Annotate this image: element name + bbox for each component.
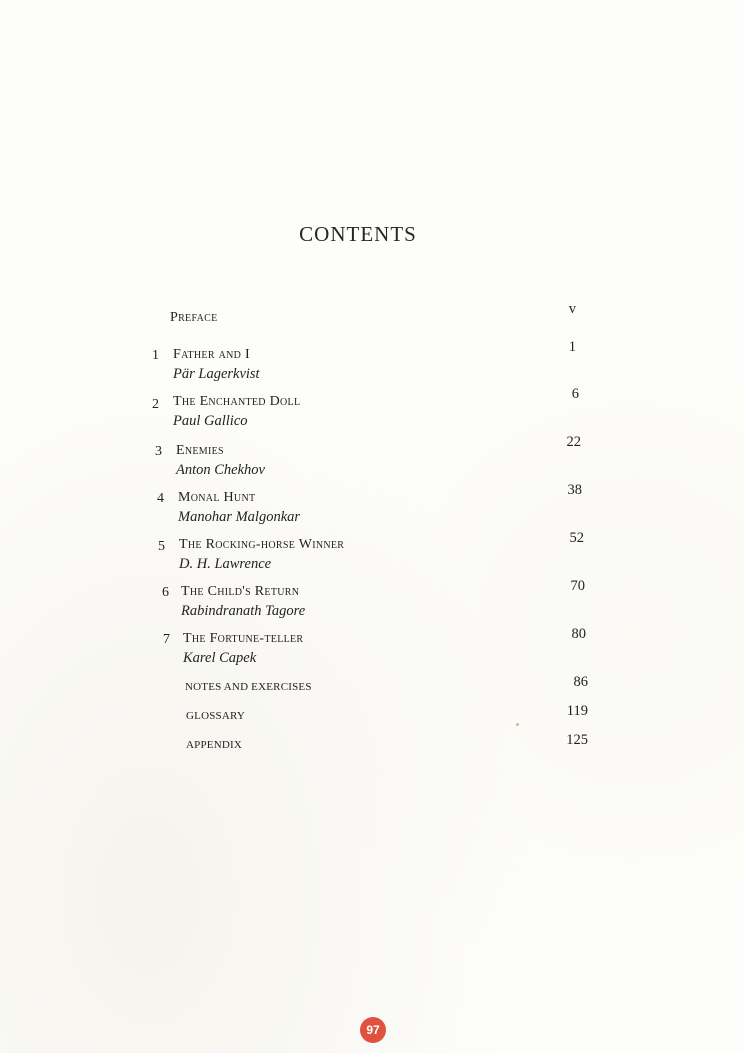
entry-5-title: The Rocking-horse Winner — [179, 537, 345, 552]
appendix-page-number: 125 — [566, 732, 588, 748]
appendix-label: APPENDIX — [186, 739, 242, 751]
entry-6-page-number: 70 — [570, 578, 585, 594]
entry-4-page-number: 38 — [567, 482, 582, 498]
entry-4-author: Manohar Malgonkar — [178, 509, 301, 525]
entry-5-number: 5 — [158, 539, 165, 554]
notes-and-exercises-page-number: 86 — [573, 674, 588, 690]
entry-1-number: 1 — [152, 348, 159, 363]
notes-and-exercises-label: NOTES AND EXERCISES — [185, 681, 312, 693]
entry-6-title: The Child's Return — [181, 584, 300, 599]
entry-5-page-number: 52 — [569, 530, 584, 546]
entry-4-number: 4 — [157, 491, 164, 506]
entry-2-number: 2 — [152, 397, 159, 412]
entry-3-number: 3 — [155, 444, 162, 459]
entry-7-page-number: 80 — [571, 626, 586, 642]
entry-1-title: Father and I — [173, 347, 250, 362]
entry-7-author: Karel Capek — [183, 650, 257, 666]
entry-6-number: 6 — [162, 585, 169, 600]
glossary-label: GLOSSARY — [186, 710, 246, 722]
preface-page-number: v — [568, 301, 576, 317]
entry-5-author: D. H. Lawrence — [179, 556, 272, 572]
glossary-page-number: 119 — [566, 703, 588, 719]
entry-4-title: Monal Hunt — [178, 490, 256, 505]
entry-1-author: Pär Lagerkvist — [173, 366, 260, 382]
entry-3-title: Enemies — [176, 443, 224, 458]
page-number-badge: 97 — [360, 1017, 386, 1043]
preface-label: Preface — [170, 310, 218, 325]
entry-3-page-number: 22 — [566, 434, 581, 450]
entry-2-title: The Enchanted Doll — [173, 394, 301, 409]
paper-speck — [516, 723, 519, 726]
page-title: CONTENTS — [299, 222, 417, 246]
entry-1-page-number: 1 — [568, 339, 576, 355]
entry-6-author: Rabindranath Tagore — [181, 603, 306, 619]
entry-7-number: 7 — [163, 632, 170, 647]
entry-3-author: Anton Chekhov — [176, 462, 265, 478]
entry-2-author: Paul Gallico — [173, 413, 248, 429]
entry-2-page-number: 6 — [571, 386, 579, 402]
entry-7-title: The Fortune-teller — [183, 631, 304, 646]
